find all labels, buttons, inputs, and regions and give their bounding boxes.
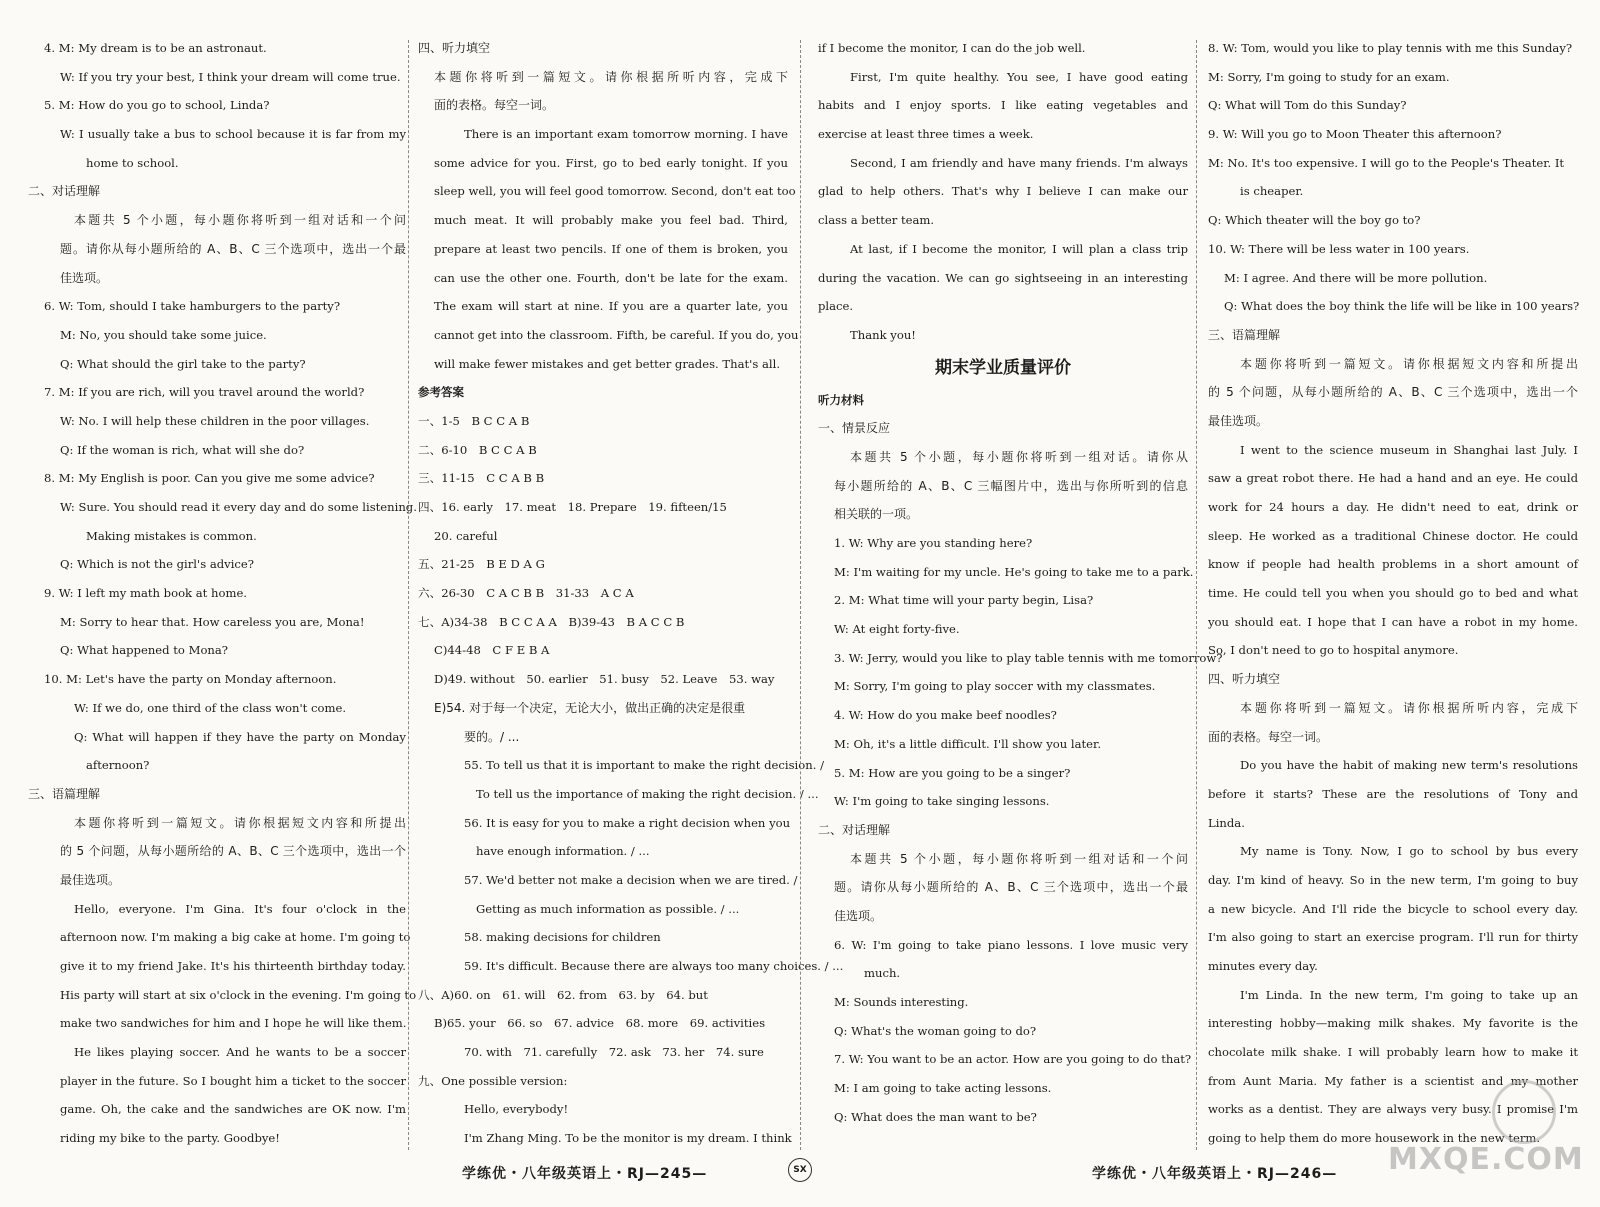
column-1 [28, 34, 417, 1162]
text-line: M: I agree. And there will be more pollution. [1224, 270, 1488, 285]
text-line: 最佳选项。 [1208, 413, 1269, 428]
text-line: 三、语篇理解 [28, 786, 101, 801]
text-line: 题。请你从每小题所给的 A、B、C 三个选项中，选出一个最 [834, 880, 1188, 895]
text-line: M: No. It's too expensive. I will go to the People's Theater. It [1208, 155, 1565, 170]
text-line: 5. M: How do you go to school, Linda? [44, 98, 270, 113]
text-line: make two sandwiches for him and I hope he will like them. [60, 1016, 407, 1031]
text-line: First, I'm quite healthy. You see, I have good eating [850, 69, 1188, 84]
text-line: glad to help others. That's why I believe I can make our [818, 184, 1188, 199]
text-line: Linda. [1208, 815, 1245, 830]
text-line: I'm Zhang Ming. To be the monitor is my dream. I think [464, 1131, 792, 1146]
text-line: game. Oh, the cake and the sandwiches are OK now. I'm [60, 1102, 406, 1117]
text-line: exercise at least three times a week. [818, 127, 1034, 142]
text-line: going to help them do more housework in the new term. [1208, 1131, 1541, 1146]
text-line: 70. with 71. carefully 72. ask 73. her 74. sure [464, 1045, 764, 1060]
text-line: W: No. I will help these children in the poor villages. [60, 413, 370, 428]
text-line: Q: Which is not the girl's advice? [60, 557, 255, 572]
text-line: 的 5 个问题，从每小题所给的 A、B、C 三个选项中，选出一个 [1208, 385, 1578, 400]
text-line: place. [818, 299, 854, 314]
text-line: habits and I enjoy sports. I like eating vegetables and [818, 98, 1188, 113]
text-line: much meat. It will probably make you feel bad. Third, [434, 213, 788, 228]
text-line: 2. M: What time will your party begin, Lisa? [834, 593, 1094, 608]
text-line: before it starts? These are the resolutions of Tony and [1208, 786, 1578, 801]
text-line: 四、16. early 17. meat 18. Prepare 19. fifteen/15 [418, 500, 727, 514]
text-line: 听力材料 [818, 392, 864, 407]
section-title: 期末学业质量评价 [935, 357, 1071, 378]
text-line: 20. careful [434, 528, 498, 543]
text-line: afternoon? [86, 758, 150, 773]
text-line: W: If we do, one third of the class won't come. [74, 700, 347, 715]
text-line: Q: Which theater will the boy go to? [1208, 213, 1421, 228]
text-line: 59. It's difficult. Because there are always too many choices. / ... [464, 959, 844, 973]
text-line: 四、听力填空 [1208, 672, 1281, 687]
text-line: W: I usually take a bus to school because it is far from my [60, 127, 406, 142]
text-line: 题。请你从每小题所给的 A、B、C 三个选项中，选出一个最 [60, 241, 406, 256]
text-line: 要的。/ ... [464, 729, 520, 744]
text-line: 六、26-30 C A C B B 31-33 A C A [418, 586, 634, 601]
text-line: 四、听力填空 [418, 41, 491, 55]
text-line: Q: What will happen if they have the party on Monday [74, 729, 406, 744]
text-line: 4. M: My dream is to be an astronaut. [44, 41, 267, 55]
text-line: afternoon now. I'm making a big cake at home. I'm going to [60, 930, 411, 945]
text-line: give it to my friend Jake. It's his thirteenth birthday today. [60, 959, 406, 973]
text-line: 面的表格。每空一词。 [434, 98, 555, 113]
text-line: M: Sorry, I'm going to study for an exam. [1208, 69, 1450, 84]
text-line: 10. M: Let's have the party on Monday afternoon. [44, 672, 337, 687]
text-line: Second, I am friendly and have many friends. I'm always [850, 155, 1188, 170]
text-line: The exam will start at nine. If you are a quarter late, you [434, 299, 788, 314]
text-line: B)65. your 66. so 67. advice 68. more 69. activities [434, 1016, 766, 1031]
text-line: Q: What does the boy think the life will be like in 100 years? [1224, 299, 1580, 314]
text-line: can use the other one. Fourth, don't be late for the exam. [434, 270, 788, 285]
text-line: 八、A)60. on 61. will 62. from 63. by 64. but [418, 987, 708, 1002]
text-line: I'm also going to start an exercise program. I'll run for thirty [1208, 930, 1578, 945]
text-line: 9. W: Will you go to Moon Theater this afternoon? [1208, 127, 1502, 142]
text-line: M: Sorry, I'm going to play soccer with my classmates. [834, 679, 1156, 694]
text-line: E)54. 对于每一个决定，无论大小，做出正确的决定是很重 [434, 700, 746, 715]
text-line: minutes every day. [1208, 959, 1318, 973]
text-line: 1. W: Why are you standing here? [834, 536, 1033, 550]
text-line: 本题你将听到一篇短文。请你根据所听内容，完成下 [434, 69, 788, 84]
text-line: Q: If the woman is rich, what will she do? [60, 442, 305, 457]
column-divider [408, 40, 409, 1150]
text-line: There is an important exam tomorrow morning. I have [464, 127, 788, 142]
text-line: some advice for you. First, go to bed early tonight. If you [434, 155, 788, 170]
page-footer-left: 学练优・八年级英语上・RJ—245— [462, 1166, 708, 1182]
text-line: will make fewer mistakes and get better grades. That's all. [434, 356, 781, 371]
text-line: 佳选项。 [60, 270, 109, 285]
watermark [1382, 1068, 1582, 1188]
publisher-logo-icon: SX [788, 1158, 812, 1182]
text-line: much. [864, 966, 901, 981]
text-line: Hello, everybody! [464, 1102, 569, 1117]
text-line: 二、6-10 B C C A B [418, 442, 537, 457]
text-line: riding my bike to the party. Goodbye! [60, 1131, 280, 1146]
text-line: 的 5 个问题，从每小题所给的 A、B、C 三个选项中，选出一个 [60, 844, 406, 859]
text-line: M: No, you should take some juice. [60, 327, 267, 342]
text-line: player in the future. So I bought him a ticket to the soccer [60, 1073, 406, 1088]
text-line: M: I'm waiting for my uncle. He's going to take me to a park. [834, 564, 1194, 579]
text-line: 8. W: Tom, would you like to play tennis with me this Sunday? [1208, 41, 1573, 55]
text-line: prepare at least two pencils. If one of them is broken, you [434, 241, 788, 256]
text-line: Q: What does the man want to be? [834, 1109, 1037, 1124]
text-line: Making mistakes is common. [86, 528, 257, 543]
text-line: from Aunt Maria. My father is a scientist and my mother [1208, 1073, 1578, 1088]
text-line: I went to the science museum in Shanghai last July. I [1240, 442, 1578, 457]
text-line: 九、One possible version: [418, 1073, 568, 1088]
text-line: 三、11-15 C C A B B [418, 471, 545, 486]
text-line: 佳选项。 [834, 908, 883, 923]
text-line: M: Sorry to hear that. How careless you are, Mona! [60, 614, 365, 629]
text-line: 本题你将听到一篇短文。请你根据短文内容和所提出 [1240, 356, 1578, 371]
column-4 [1208, 34, 1578, 1162]
text-line: C)44-48 C F E B A [434, 643, 550, 658]
text-line: So, I don't need to go to hospital anymore. [1208, 643, 1459, 658]
text-line: 每小题所给的 A、B、C 三幅图片中，选出与你所听到的信息 [834, 478, 1188, 493]
watermark-text: MXQE.COM [1388, 1142, 1584, 1177]
text-line: 7. M: If you are rich, will you travel around the world? [44, 385, 365, 400]
text-line: know if people had health problems in a short amount of [1208, 557, 1578, 572]
text-line: is cheaper. [1240, 184, 1304, 199]
text-line: W: I'm going to take singing lessons. [834, 794, 1050, 809]
text-line: if I become the monitor, I can do the job well. [818, 41, 1086, 55]
text-line: works as a dentist. They are always very busy. I promise I'm [1208, 1102, 1578, 1117]
page-footer-right: 学练优・八年级英语上・RJ—246— [1092, 1166, 1338, 1182]
text-line: 参考答案 [418, 385, 464, 400]
text-line: class a better team. [818, 213, 935, 228]
text-line: 本题共 5 个小题，每小题你将听到一组对话和一个问 [74, 213, 406, 228]
text-line: To tell us the importance of making the right decision. / ... [476, 786, 819, 801]
text-line: have enough information. / ... [476, 844, 650, 859]
column-divider [1196, 40, 1197, 1150]
text-line: M: I am going to take acting lessons. [834, 1081, 1052, 1096]
text-line: Q: What will Tom do this Sunday? [1208, 98, 1407, 113]
column-3 [818, 34, 1223, 1162]
text-line: 二、对话理解 [28, 184, 101, 199]
text-line: saw a great robot there. He had a hand and an eye. He could [1208, 471, 1578, 486]
text-line: 本题共 5 个小题，每小题你将听到一组对话。请你从 [850, 449, 1188, 464]
text-line: 一、情景反应 [818, 421, 891, 436]
text-line: sleep well, you will feel good tomorrow. Second, don't eat too [434, 184, 796, 199]
text-line: cannot get into the classroom. Fifth, be careful. If you do, you [434, 327, 799, 342]
text-line: Thank you! [850, 327, 916, 342]
text-line: time. He could tell you when you should go to bed and what [1208, 586, 1578, 601]
text-line: 本题共 5 个小题，每小题你将听到一组对话和一个问 [850, 851, 1188, 866]
text-line: 本题你将听到一篇短文。请你根据短文内容和所提出 [74, 815, 406, 830]
text-line: W: If you try your best, I think your dream will come true. [60, 69, 401, 84]
text-line: M: Sounds interesting. [834, 995, 969, 1009]
text-line: 5. M: How are you going to be a singer? [834, 765, 1071, 780]
text-line: home to school. [86, 155, 179, 170]
text-line: 相关联的一项。 [834, 507, 919, 522]
text-line: 10. W: There will be less water in 100 years. [1208, 241, 1470, 256]
text-line: 57. We'd better not make a decision when we are tired. / [464, 872, 798, 887]
text-line: work for 24 hours a day. He didn't need to eat, drink or [1208, 500, 1578, 514]
text-line: during the vacation. We can go sightseeing in an interesting [818, 270, 1188, 285]
text-line: I'm Linda. In the new term, I'm going to take up an [1240, 987, 1578, 1002]
text-line: 七、A)34-38 B C C A A B)39-43 B A C C B [418, 614, 685, 629]
text-line: Hello, everyone. I'm Gina. It's four o'clock in the [74, 901, 406, 916]
text-line: 7. W: You want to be an actor. How are you going to do that? [834, 1052, 1192, 1067]
text-line: interesting hobby—making milk shakes. My favorite is the [1208, 1016, 1578, 1031]
text-line: Do you have the habit of making new term's resolutions [1240, 758, 1578, 773]
text-line: D)49. without 50. earlier 51. busy 52. Leave 53. way [434, 672, 775, 687]
text-line: 三、语篇理解 [1208, 327, 1281, 342]
text-line: My name is Tony. Now, I go to school by bus every [1240, 844, 1578, 859]
text-line: 56. It is easy for you to make a right decision when you [464, 815, 791, 830]
text-line: 3. W: Jerry, would you like to play table tennis with me tomorrow? [834, 650, 1223, 665]
text-line: 本题你将听到一篇短文。请你根据所听内容，完成下 [1240, 700, 1578, 715]
text-line: day. I'm kind of heavy. So in the new term, I'm going to buy [1208, 872, 1578, 887]
text-line: W: Sure. You should read it every day and do some listening. [60, 500, 417, 514]
text-line: 6. W: I'm going to take piano lessons. I love music very [834, 937, 1188, 952]
text-line: 最佳选项。 [60, 872, 121, 887]
text-line: 一、1-5 B C C A B [418, 413, 530, 428]
text-line: sleep. He worked as a traditional Chinese doctor. He could [1208, 528, 1578, 543]
text-line: Q: What's the woman going to do? [834, 1023, 1037, 1038]
text-line: He likes playing soccer. And he wants to be a soccer [74, 1045, 406, 1060]
text-line: M: Oh, it's a little difficult. I'll show you later. [834, 736, 1102, 751]
watermark-seal-icon [1492, 1080, 1556, 1144]
text-line: At last, if I become the monitor, I will plan a class trip [850, 241, 1188, 256]
text-line: Q: What happened to Mona? [60, 643, 229, 658]
text-line: Q: What should the girl take to the party? [60, 356, 306, 371]
text-line: Getting as much information as possible. / ... [476, 901, 740, 916]
text-line: a new bicycle. And I'll ride the bicycle to school every day. [1208, 901, 1578, 916]
text-line: W: At eight forty-five. [834, 622, 960, 637]
text-line: you should eat. I hope that I can have a robot in my home. [1208, 614, 1578, 629]
text-line: 4. W: How do you make beef noodles? [834, 708, 1057, 723]
text-line: 9. W: I left my math book at home. [44, 586, 247, 601]
text-line: 58. making decisions for children [464, 930, 661, 945]
text-line: 五、21-25 B E D A G [418, 557, 545, 572]
text-line: 8. M: My English is poor. Can you give me some advice? [44, 471, 375, 486]
text-line: 面的表格。每空一词。 [1208, 729, 1329, 744]
page-gutter [800, 40, 801, 1150]
text-line: chocolate milk shake. I will probably learn how to make it [1208, 1045, 1578, 1060]
text-line: 6. W: Tom, should I take hamburgers to the party? [44, 299, 341, 314]
text-line: 55. To tell us that it is important to make the right decision. / [464, 758, 824, 773]
text-line: His party will start at six o'clock in the evening. I'm going to [60, 987, 417, 1002]
text-line: 二、对话理解 [818, 822, 891, 837]
